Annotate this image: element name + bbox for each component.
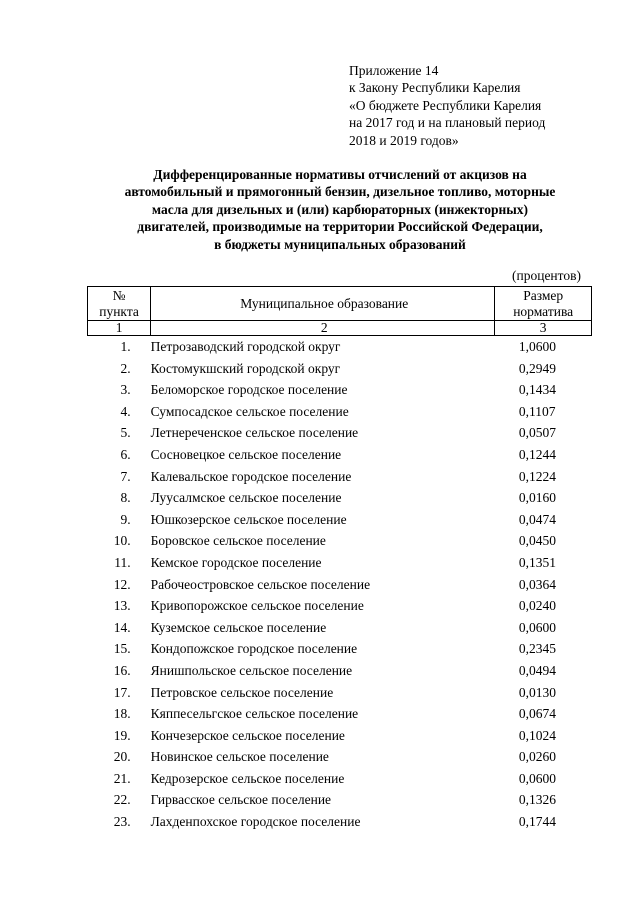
row-number: 9. — [120, 511, 131, 527]
norm-value: 0,2345 — [518, 641, 556, 657]
norm-value: 0,1244 — [518, 446, 556, 462]
table-header-row — [88, 287, 592, 321]
row-number: 10. — [113, 533, 131, 549]
municipality-name: Кривопорожское сельское поселение — [150, 598, 364, 614]
header-num-line1: № — [112, 288, 126, 303]
appendix-line: «О бюджете Республики Карелия — [349, 97, 542, 113]
municipality-name: Беломорское городское поселение — [150, 382, 348, 398]
table-row — [88, 336, 592, 358]
table-row — [88, 574, 592, 596]
row-number: 4. — [120, 403, 131, 419]
municipality-name: Юшкозерское сельское поселение — [150, 511, 347, 527]
norm-value: 0,1326 — [518, 792, 556, 808]
municipality-name: Петровское сельское поселение — [150, 684, 334, 700]
municipality-name: Кончезерское сельское поселение — [150, 727, 345, 743]
title-line: двигателей, производимые на территории Российской Федерации, — [137, 219, 543, 235]
row-number: 11. — [114, 554, 131, 570]
norm-value: 0,1107 — [518, 403, 556, 419]
row-number: 5. — [120, 425, 131, 441]
column-number: 2 — [151, 321, 495, 336]
appendix-line: Приложение 14 — [349, 63, 439, 78]
header-name: Муниципальное образование — [151, 287, 495, 321]
table-row — [88, 768, 592, 790]
municipality-name: Летнереченское сельское поселение — [150, 425, 359, 441]
norm-value: 0,0600 — [518, 619, 556, 635]
row-number: 18. — [113, 706, 131, 722]
table-row — [88, 703, 592, 725]
table-row — [88, 789, 592, 811]
header-num — [88, 287, 151, 321]
appendix-line: к Закону Республики Карелия — [349, 80, 521, 96]
municipality-name: Петрозаводский городской округ — [150, 339, 341, 354]
norm-value: 0,0474 — [518, 511, 556, 527]
table-row — [88, 811, 592, 833]
table-row — [88, 487, 592, 509]
norm-value: 0,1224 — [518, 468, 556, 484]
appendix-reference — [349, 62, 545, 149]
appendix-line: на 2017 год и на плановый период — [349, 115, 546, 131]
norm-value: 0,0130 — [518, 684, 556, 700]
norm-value: 1,0600 — [518, 339, 556, 354]
table-row — [88, 530, 592, 552]
column-number-row — [88, 321, 592, 336]
table-body — [88, 336, 592, 833]
norm-value: 0,0160 — [518, 490, 556, 506]
table-row — [88, 682, 592, 704]
table-row — [88, 444, 592, 466]
header-size-line2: норматива — [513, 303, 574, 319]
municipality-name: Лахденпохское городское поселение — [150, 814, 361, 830]
table-row — [88, 422, 592, 444]
row-number: 7. — [120, 468, 131, 484]
title-line: Дифференцированные нормативы отчислений от акцизов на — [153, 167, 527, 182]
table-row — [88, 509, 592, 531]
row-number: 14. — [113, 619, 131, 635]
municipality-name: Костомукшский городской округ — [150, 360, 341, 376]
row-number: 3. — [120, 382, 131, 398]
header-size-line1: Размер — [523, 288, 564, 303]
row-number: 20. — [113, 749, 131, 765]
municipality-name: Луусалмское сельское поселение — [150, 490, 342, 506]
norm-value: 0,0600 — [518, 770, 556, 786]
norm-value: 0,0240 — [518, 598, 556, 614]
row-number: 12. — [113, 576, 131, 592]
norm-value: 0,0364 — [518, 576, 556, 592]
norm-value: 0,1351 — [518, 554, 556, 570]
municipality-name: Сумпосадское сельское поселение — [150, 403, 349, 419]
title-line: в бюджеты муниципальных образований — [214, 236, 466, 252]
row-number: 21. — [113, 770, 131, 786]
row-number: 16. — [113, 662, 131, 678]
table-row — [88, 638, 592, 660]
municipality-name: Кондопожское городское поселение — [150, 641, 358, 657]
norm-value: 0,1434 — [518, 382, 556, 398]
title-line: автомобильный и прямогонный бензин, дизельное топливо, моторные — [124, 184, 556, 200]
header-num-line2: пункта — [99, 303, 139, 319]
table-row — [88, 552, 592, 574]
norm-value: 0,0674 — [518, 706, 556, 722]
row-number: 19. — [113, 727, 131, 743]
table-row — [88, 358, 592, 380]
document-title — [70, 166, 610, 253]
header-size — [495, 287, 592, 321]
table-row — [88, 725, 592, 747]
municipality-name: Гирвасское сельское поселение — [150, 792, 332, 808]
table-row — [88, 617, 592, 639]
appendix-line: 2018 и 2019 годов» — [349, 132, 459, 148]
norm-value: 0,2949 — [518, 360, 556, 376]
municipality-name: Куземское сельское поселение — [150, 619, 327, 635]
column-number: 1 — [88, 321, 151, 336]
row-number: 1. — [120, 339, 131, 354]
table-row — [88, 379, 592, 401]
table-row — [88, 660, 592, 682]
units-label: (процентов) — [512, 268, 582, 283]
row-number: 6. — [120, 446, 131, 462]
norm-value: 0,1744 — [518, 814, 556, 830]
municipality-name: Кемское городское поселение — [150, 554, 322, 570]
row-number: 22. — [113, 792, 131, 808]
municipality-name: Рабочеостровское сельское поселение — [150, 576, 371, 592]
municipality-name: Кяппесельгское сельское поселение — [150, 706, 359, 722]
column-number: 3 — [495, 321, 592, 336]
norm-value: 0,0450 — [518, 533, 556, 549]
municipality-name: Калевальское городское поселение — [150, 468, 352, 484]
row-number: 8. — [120, 490, 131, 506]
norms-table — [87, 286, 592, 833]
row-number: 2. — [120, 360, 131, 376]
municipality-name: Янишпольское сельское поселение — [150, 662, 353, 678]
municipality-name: Сосновецкое сельское поселение — [150, 446, 342, 462]
norm-value: 0,0494 — [518, 662, 556, 678]
municipality-name: Кедрозерское сельское поселение — [150, 770, 345, 786]
table-row — [88, 401, 592, 423]
municipality-name: Новинское сельское поселение — [150, 749, 329, 765]
norm-value: 0,0507 — [518, 425, 556, 441]
table-row — [88, 746, 592, 768]
table-row — [88, 466, 592, 488]
title-line: масла для дизельных и (или) карбюраторных (инжекторных) — [151, 201, 529, 217]
norm-value: 0,1024 — [518, 727, 556, 743]
municipality-name: Боровское сельское поселение — [150, 533, 326, 549]
row-number: 17. — [113, 684, 131, 700]
row-number: 23. — [113, 814, 131, 830]
norm-value: 0,0260 — [518, 749, 556, 765]
table-row — [88, 595, 592, 617]
row-number: 15. — [113, 641, 131, 657]
row-number: 13. — [113, 598, 131, 614]
